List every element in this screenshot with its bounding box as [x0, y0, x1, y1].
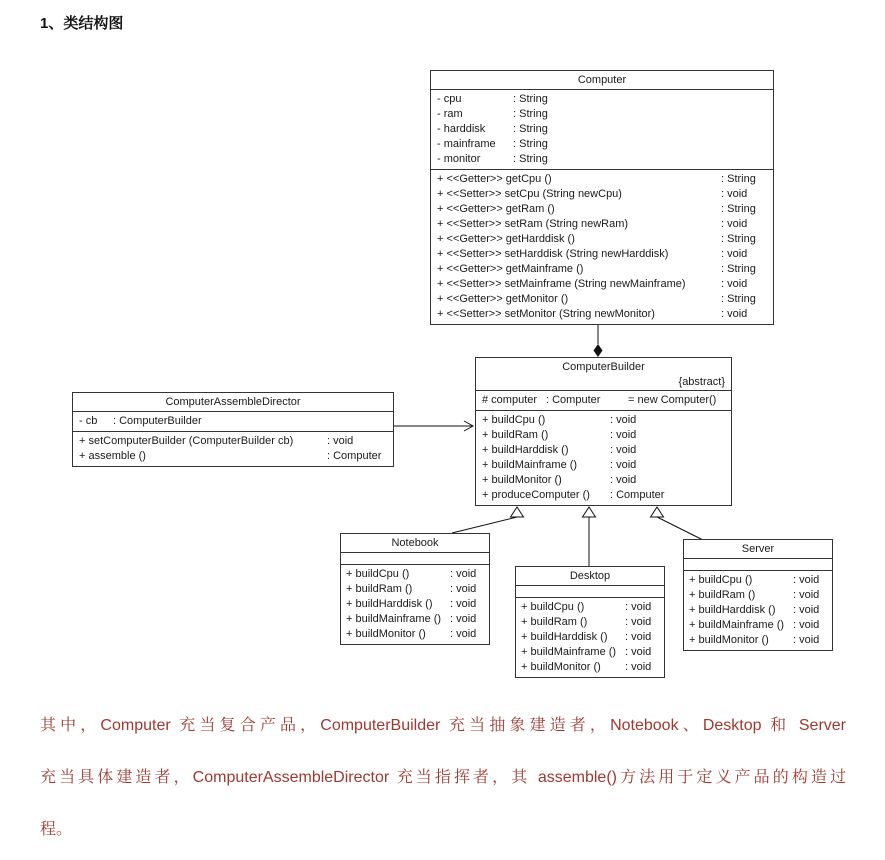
- method-return-type: : void: [450, 568, 477, 580]
- method-return-type: : void: [793, 604, 820, 616]
- class-computer-builder-methods: [476, 410, 731, 505]
- paragraph-line-2: 充当具体建造者，ComputerAssembleDirector 充当指挥者，其 assemble()方法用于定义产品的构造过: [40, 769, 846, 786]
- method-row: [516, 630, 664, 645]
- method-name: + buildMainframe (): [689, 619, 785, 631]
- generalization-triangle-icon: [651, 507, 664, 517]
- method-name: + assemble (): [79, 450, 146, 462]
- method-return-type: : Computer: [610, 489, 665, 501]
- class-notebook-attributes-empty: [341, 552, 489, 564]
- method-return-type: : void: [793, 634, 820, 646]
- class-desktop-title: Desktop: [569, 570, 611, 582]
- method-return-type: : void: [793, 574, 820, 586]
- method-name: + buildMainframe (): [346, 613, 442, 625]
- method-return-type: : void: [610, 444, 637, 456]
- method-name: + buildRam (): [346, 583, 413, 595]
- attribute-type: : String: [513, 108, 548, 120]
- class-computer-assemble-director: [72, 392, 394, 467]
- method-row: [431, 202, 773, 217]
- method-name: + buildMainframe (): [482, 459, 578, 471]
- class-computer-builder: [475, 357, 732, 506]
- method-name: + buildCpu (): [482, 414, 546, 426]
- method-return-type: : void: [610, 414, 637, 426]
- method-row: [684, 618, 832, 633]
- method-row: [516, 645, 664, 660]
- method-name: + <<Getter>> getCpu (): [437, 173, 552, 185]
- method-name: + buildRam (): [482, 429, 549, 441]
- method-return-type: : void: [721, 308, 748, 320]
- method-return-type: : String: [721, 233, 756, 245]
- method-name: + <<Getter>> getHarddisk (): [437, 233, 575, 245]
- method-row: [73, 449, 393, 464]
- class-desktop-attributes-empty: [516, 585, 664, 597]
- method-row: [476, 413, 731, 428]
- class-computer-builder-title: ComputerBuilder: [562, 361, 645, 373]
- attribute-row: [431, 92, 773, 107]
- attribute-row: [431, 137, 773, 152]
- attribute-name: - mainframe: [437, 138, 496, 150]
- class-server: [683, 539, 833, 651]
- method-name: + buildRam (): [689, 589, 756, 601]
- method-row: [476, 443, 731, 458]
- method-row: [431, 247, 773, 262]
- attribute-row: [431, 107, 773, 122]
- method-row: [684, 633, 832, 648]
- generalization-triangle-icon: [511, 507, 524, 517]
- method-row: [431, 262, 773, 277]
- attribute-type: : String: [513, 93, 548, 105]
- class-server-methods: [684, 570, 832, 650]
- attribute-name: # computer: [482, 394, 538, 406]
- class-computer-methods: [431, 169, 773, 324]
- method-return-type: : void: [610, 474, 637, 486]
- method-return-type: : void: [721, 188, 748, 200]
- method-row: [684, 588, 832, 603]
- method-return-type: : void: [625, 601, 652, 613]
- method-row: [476, 473, 731, 488]
- method-name: + produceComputer (): [482, 489, 590, 501]
- class-notebook-methods: [341, 564, 489, 644]
- method-name: + buildCpu (): [346, 568, 410, 580]
- method-row: [431, 172, 773, 187]
- method-return-type: : void: [625, 631, 652, 643]
- attribute-row: [431, 122, 773, 137]
- method-return-type: : void: [327, 435, 354, 447]
- method-row: [431, 277, 773, 292]
- method-row: [431, 232, 773, 247]
- class-director-title: ComputerAssembleDirector: [165, 396, 301, 408]
- class-desktop: [515, 566, 665, 678]
- method-row: [431, 307, 773, 322]
- attribute-name: - cpu: [437, 93, 462, 105]
- attribute-initializer: = new Computer(): [628, 394, 717, 406]
- class-computer-attributes: [431, 89, 773, 169]
- method-row: [341, 582, 489, 597]
- method-return-type: : void: [793, 589, 820, 601]
- attribute-type: : String: [513, 123, 548, 135]
- method-name: + <<Setter>> setRam (String newRam): [437, 218, 629, 230]
- association-link-director-builder: [393, 421, 473, 431]
- method-row: [516, 615, 664, 630]
- attribute-row: [431, 152, 773, 167]
- method-return-type: : void: [610, 429, 637, 441]
- method-return-type: : void: [721, 278, 748, 290]
- method-name: + buildMonitor (): [689, 634, 769, 646]
- method-return-type: : void: [625, 646, 652, 658]
- class-desktop-methods: [516, 597, 664, 677]
- attribute-name: - cb: [79, 415, 98, 427]
- paragraph-line-3: 程。: [40, 821, 73, 838]
- method-return-type: : String: [721, 293, 756, 305]
- method-row: [684, 573, 832, 588]
- method-name: + buildHarddisk (): [346, 598, 433, 610]
- attribute-name: - monitor: [437, 153, 481, 165]
- method-return-type: : void: [450, 628, 477, 640]
- generalization-triangle-icon: [583, 507, 596, 517]
- method-name: + buildMonitor (): [521, 661, 601, 673]
- generalization-link-notebook: [452, 507, 524, 533]
- method-name: + setComputerBuilder (ComputerBuilder cb): [79, 435, 294, 447]
- method-row: [341, 627, 489, 642]
- composition-link-builder-computer: [594, 325, 603, 357]
- method-row: [476, 458, 731, 473]
- generalization-link-server: [651, 507, 704, 540]
- attribute-type: : ComputerBuilder: [113, 415, 202, 427]
- method-name: + <<Setter>> setMonitor (String newMonitor): [437, 308, 655, 320]
- method-return-type: : void: [610, 459, 637, 471]
- class-server-title: Server: [741, 543, 775, 555]
- method-name: + buildHarddisk (): [689, 604, 776, 616]
- method-row: [341, 567, 489, 582]
- attribute-row: [73, 414, 393, 429]
- class-computer: [430, 70, 774, 325]
- class-notebook: [340, 533, 490, 645]
- method-return-type: : void: [450, 598, 477, 610]
- method-row: [516, 660, 664, 675]
- method-return-type: : Computer: [327, 450, 382, 462]
- paragraph-line-1: 其中，Computer 充当复合产品，ComputerBuilder 充当抽象建造者，Notebook、Desktop 和 Server: [40, 717, 846, 734]
- method-row: [431, 292, 773, 307]
- method-name: + buildCpu (): [521, 601, 585, 613]
- description-paragraph: [40, 700, 846, 856]
- class-director-attributes: [73, 411, 393, 431]
- method-row: [341, 612, 489, 627]
- method-name: + buildRam (): [521, 616, 588, 628]
- class-computer-title: Computer: [577, 74, 627, 86]
- method-return-type: : String: [721, 263, 756, 275]
- method-return-type: : void: [793, 619, 820, 631]
- class-server-attributes-empty: [684, 558, 832, 570]
- method-row: [431, 187, 773, 202]
- method-return-type: : void: [721, 248, 748, 260]
- method-name: + <<Setter>> setHarddisk (String newHarddisk): [437, 248, 669, 260]
- method-name: + buildMainframe (): [521, 646, 617, 658]
- method-row: [476, 488, 731, 503]
- method-row: [684, 603, 832, 618]
- method-return-type: : void: [625, 661, 652, 673]
- attribute-name: - ram: [437, 108, 463, 120]
- method-name: + <<Setter>> setCpu (String newCpu): [437, 188, 622, 200]
- method-row: [431, 217, 773, 232]
- attribute-type: : String: [513, 153, 548, 165]
- attribute-row: [476, 393, 731, 408]
- method-name: + <<Getter>> getMainframe (): [437, 263, 584, 275]
- generalization-link-desktop: [583, 507, 596, 566]
- method-name: + buildMonitor (): [482, 474, 562, 486]
- attribute-type: : String: [513, 138, 548, 150]
- method-row: [516, 600, 664, 615]
- method-return-type: : void: [450, 613, 477, 625]
- method-return-type: : void: [625, 616, 652, 628]
- method-name: + buildHarddisk (): [521, 631, 608, 643]
- attribute-name: - harddisk: [437, 123, 486, 135]
- method-name: + <<Getter>> getRam (): [437, 203, 555, 215]
- method-row: [476, 428, 731, 443]
- method-return-type: : void: [721, 218, 748, 230]
- attribute-type: : Computer: [546, 394, 601, 406]
- method-return-type: : String: [721, 203, 756, 215]
- class-director-methods: [73, 431, 393, 466]
- abstract-tag: {abstract}: [678, 376, 725, 388]
- method-name: + <<Setter>> setMainframe (String newMainframe): [437, 278, 686, 290]
- method-return-type: : void: [450, 583, 477, 595]
- method-name: + buildMonitor (): [346, 628, 426, 640]
- method-name: + buildHarddisk (): [482, 444, 569, 456]
- class-notebook-title: Notebook: [391, 537, 439, 549]
- composition-diamond-icon: [594, 344, 603, 357]
- class-computer-builder-attributes: [476, 390, 731, 410]
- method-name: + buildCpu (): [689, 574, 753, 586]
- method-row: [73, 434, 393, 449]
- method-name: + <<Getter>> getMonitor (): [437, 293, 569, 305]
- method-return-type: : String: [721, 173, 756, 185]
- section-heading: 1、类结构图: [40, 15, 124, 32]
- method-row: [341, 597, 489, 612]
